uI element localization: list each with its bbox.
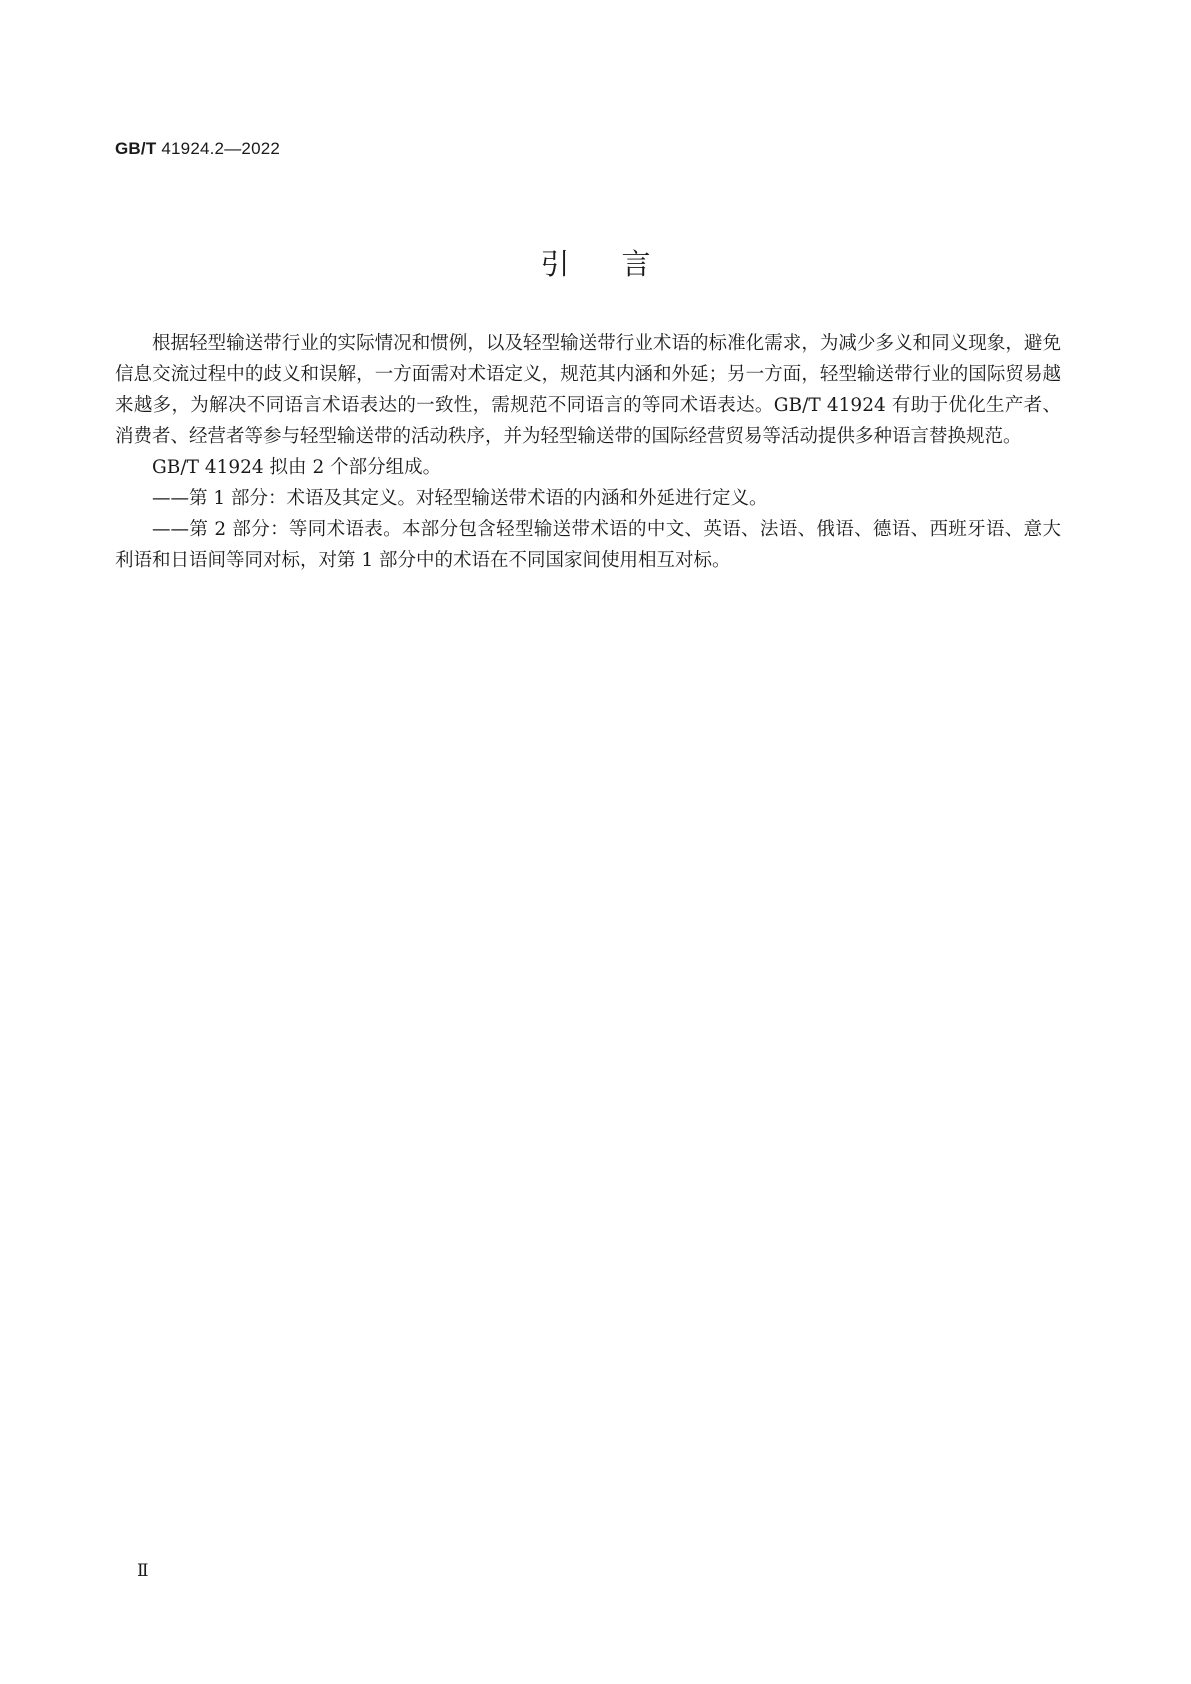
- standard-number: 41924.2—2022: [161, 139, 281, 158]
- document-header: [115, 139, 280, 159]
- introduction-body: [115, 328, 1061, 576]
- standard-code: GB/T: [115, 139, 157, 158]
- paragraph-parts-count: GB/T 41924 拟由 2 个部分组成。: [152, 457, 442, 478]
- paragraph-intro: 根据轻型输送带行业的实际情况和惯例，以及轻型输送带行业术语的标准化需求，为减少多义和同义现象，避免信息交流过程中的歧义和误解，一方面需对术语定义，规范其内涵和外延；另一方面，轻型输送带行业的国际贸易越来越多，为解决不同语言术语表达的一致性，需规范不同语言的等同术语表达。GB/T 41924 有助于优化生产者、消费者、经营者等参与轻型输送带的活动秩序，并为轻型输送带的国际经营贸易等活动提供多种语言替换规范。: [115, 333, 1061, 447]
- paragraph-part-1: ——第 1 部分：术语及其定义。对轻型输送带术语的内涵和外延进行定义。: [152, 488, 768, 509]
- page-number: Ⅱ: [137, 1561, 149, 1581]
- paragraph-part-2: ——第 2 部分：等同术语表。本部分包含轻型输送带术语的中文、英语、法语、俄语、德语、西班牙语、意大利语和日语间等同对标，对第 1 部分中的术语在不同国家间使用相互对标。: [115, 519, 1061, 571]
- page-title: 引言: [540, 247, 703, 281]
